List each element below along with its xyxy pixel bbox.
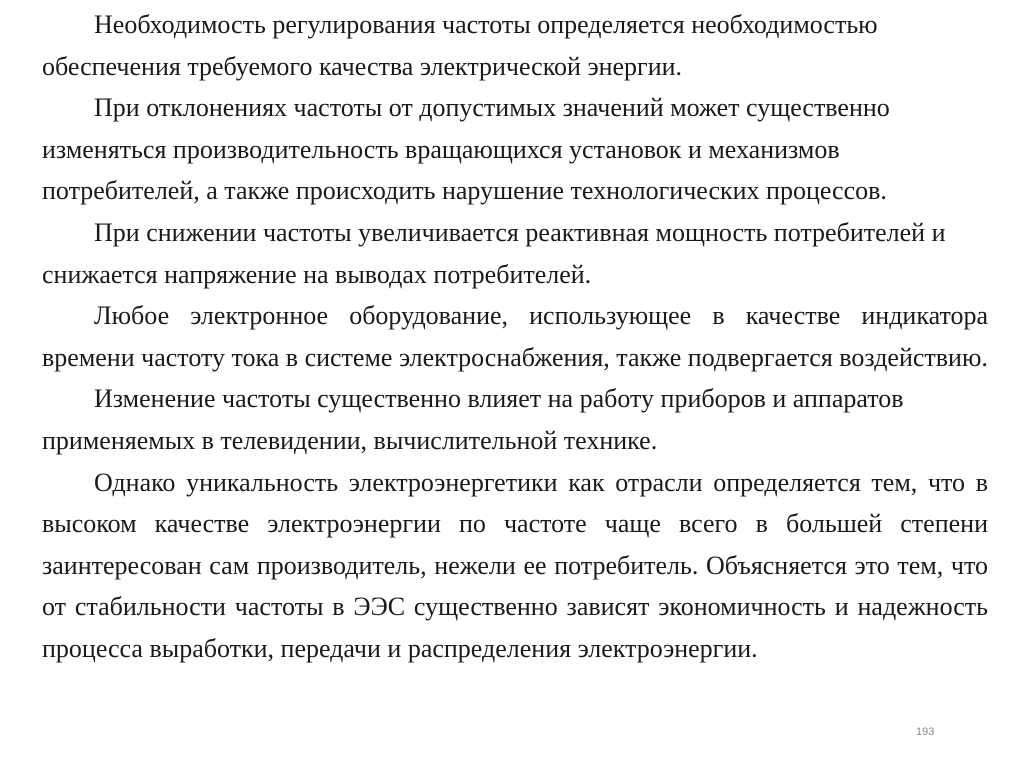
page-number: 193 [916,726,935,738]
paragraph-frequency-decrease-effects: При снижении частоты увеличивается реактивная мощность потребителей и снижается напряжение на выводах потребителей. [42,217,946,289]
paragraph-frequency-deviation-effects: При отклонениях частоты от допустимых значений может существенно изменяться производительность вращающихся установок и механизмов потребителей, а также происходить нарушение технологических процессов. [42,93,890,206]
paragraph-energy-industry-uniqueness: Однако уникальность электроэнергетики как отрасли определяется тем, что в высоком качестве электроэнергии по частоте чаще всего в большей степени заинтересован сам производитель, нежели ее потребитель. Объясняется это тем, что от стабильности частоты в ЭЭС существенно зависят экономичность и надежность процесса выработки, передачи и распределения электроэнергии. [42,467,988,663]
paragraph-frequency-regulation-necessity: Необходимость регулирования частоты определяется необходимостью обеспечения требуемого качества электрической энергии. [42,10,878,81]
paragraph-tv-computing-devices: Изменение частоты существенно влияет на работу приборов и аппаратов применяемых в телевидении, вычислительной технике. [42,384,904,455]
paragraph-electronic-equipment: Любое электронное оборудование, использующее в качестве индикатора времени частоту тока в системе электроснабжения, также подвергается воздействию. [42,301,988,372]
slide-body [42,4,988,670]
